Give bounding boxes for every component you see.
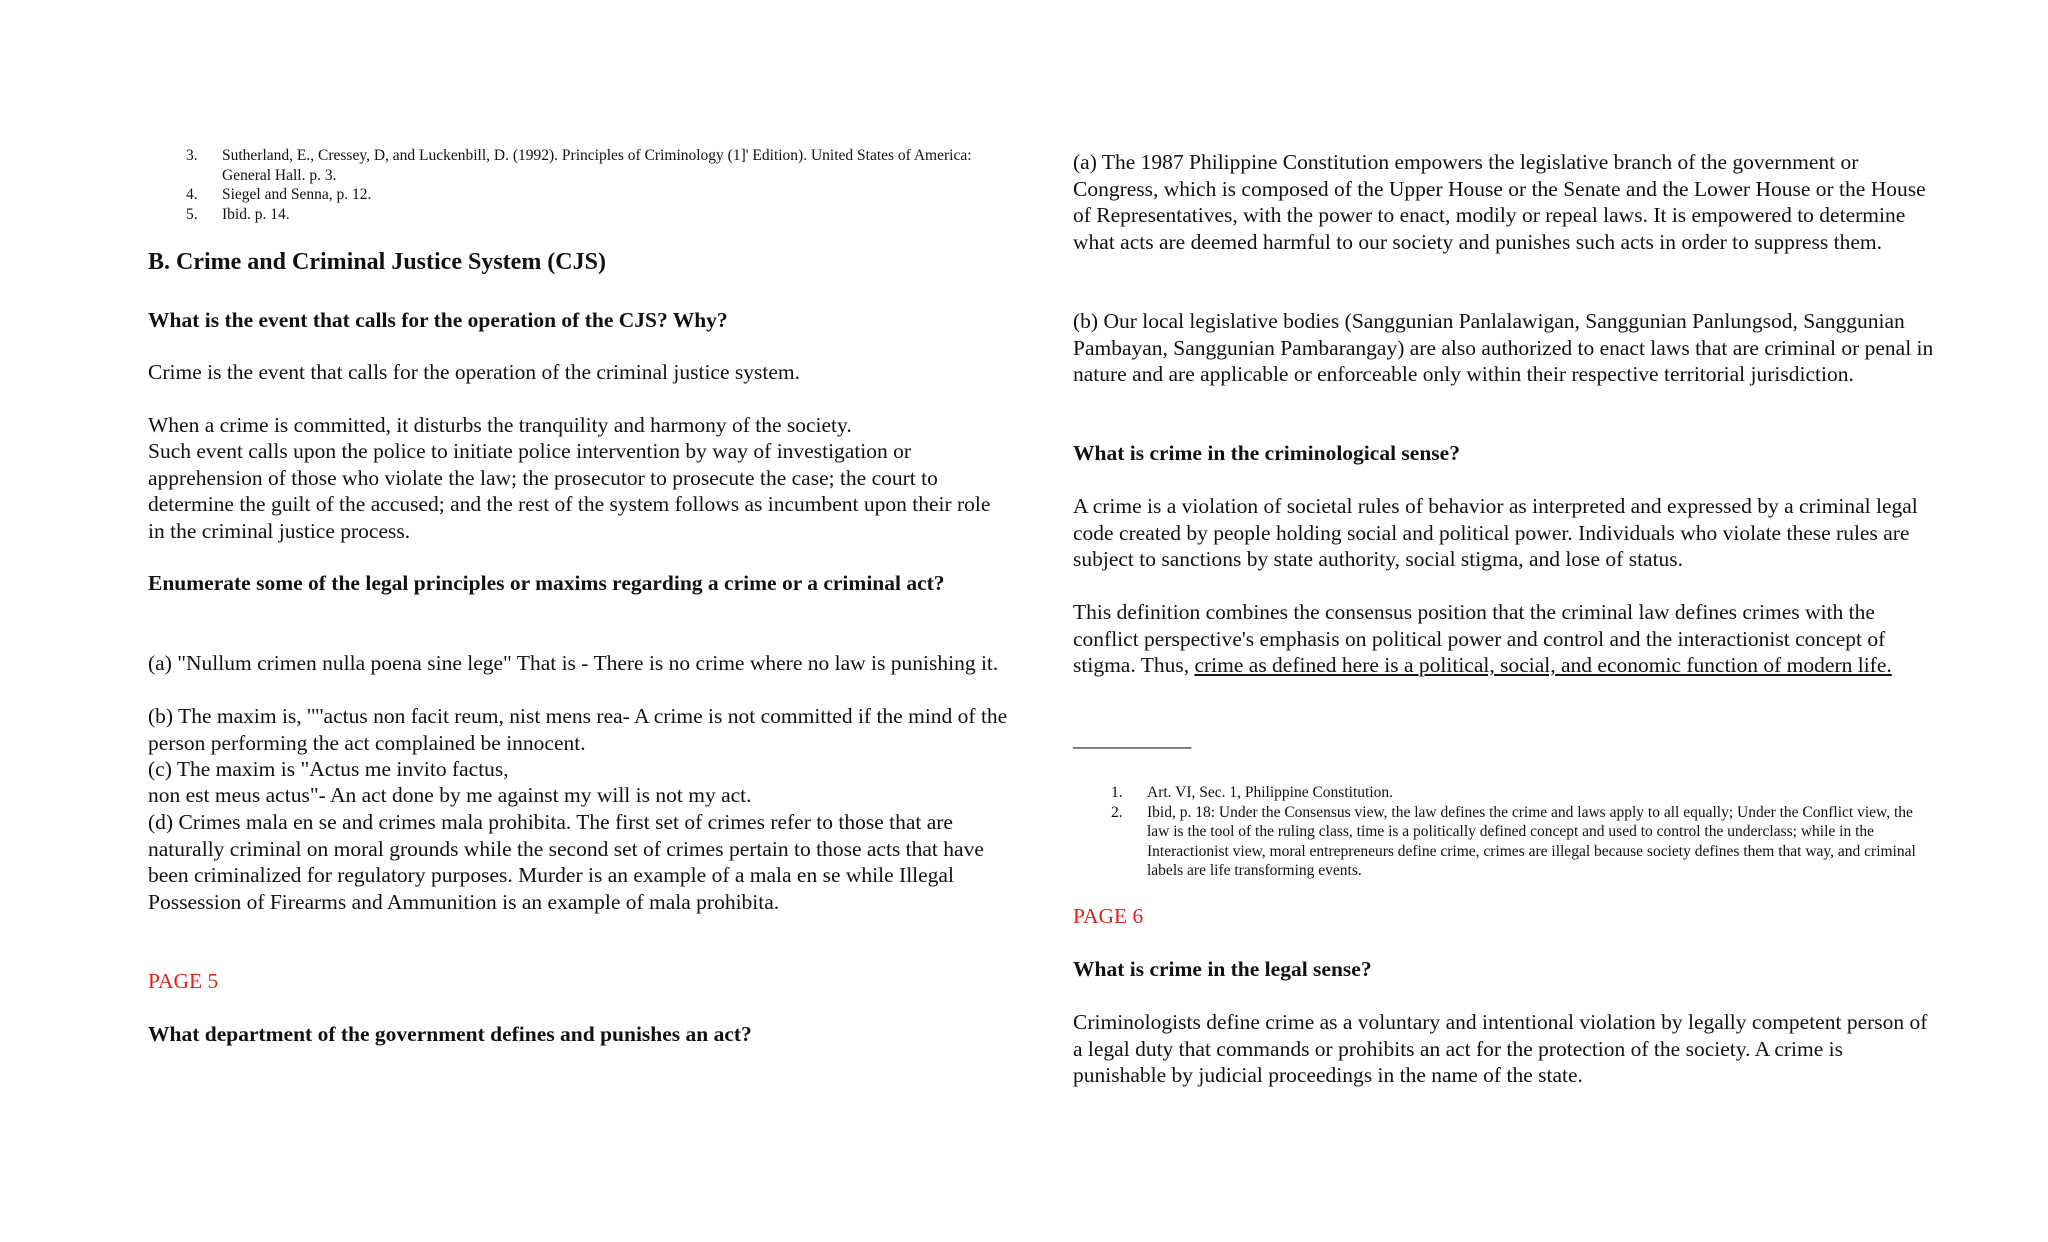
footnote-text: Siegel and Senna, p. 12.	[222, 186, 372, 203]
maxim-a: (a) "Nullum crimen nulla poena sine lege" That is - There is no crime where no law is punishing it.	[148, 651, 999, 675]
paragraph	[1073, 599, 1935, 679]
maxim-c-line1: (c) The maxim is "Actus me invito factus,	[148, 757, 509, 781]
footnote-list-right	[1073, 783, 1935, 881]
maxim-d: (d) Crimes mala en se and crimes mala prohibita. The first set of crimes refer to those that are naturally criminal on moral grounds while the second set of crimes pertain to those acts that have been criminalized for regulatory purposes. Murder is an example of a mala en se while Illegal Possession of Firearms and Ammunition is an example of mala prohibita.	[148, 810, 984, 914]
question-heading: What is crime in the legal sense?	[1073, 957, 1372, 981]
answer-a: (a) The 1987 Philippine Constitution empowers the legislative branch of the government or Congress, which is composed of the Upper House or the Senate and the Lower House or the House of Representatives, with the power to enact, modily or repeal laws. It is empowered to determine what acts are deemed harmful to our society and punishes such acts in order to suppress them.	[1073, 150, 1926, 254]
page-marker: PAGE 5	[148, 969, 219, 993]
question-heading: What is the event that calls for the operation of the CJS? Why?	[148, 308, 728, 332]
maxim-c-line2: non est meus actus"- An act done by me against my will is not my act.	[148, 783, 752, 807]
question-heading: What is crime in the criminological sense?	[1073, 441, 1460, 465]
paragraph: Crime is the event that calls for the operation of the criminal justice system.	[148, 360, 800, 384]
footnote-text: Art. VI, Sec. 1, Philippine Constitution.	[1147, 784, 1393, 801]
footnote-item: 2. Ibid, p. 18: Under the Consensus view, the law defines the crime and laws apply to all equally; Under the Conflict view, the law is the tool of the ruling class, time is a politically defined concept and used to control the underclass; while in the Interactionist view, moral entrepreneurs define crime, crimes are illegal because society defines them that way, and criminal labels are life transforming events.	[1111, 803, 1916, 879]
footnote-text: Sutherland, E., Cressey, D, and Luckenbill, D. (1992). Principles of Criminology (1]' Edition). United States of America: General Hall. p. 3.	[222, 147, 972, 184]
footnote-text: Ibid. p. 14.	[222, 205, 290, 223]
question-heading: Enumerate some of the legal principles or maxims regarding a crime or a criminal act?	[148, 571, 945, 595]
section-title: B. Crime and Criminal Justice System (CJS)	[148, 249, 606, 275]
paragraph: Criminologists define crime as a voluntary and intentional violation by legally competent person of a legal duty that commands or prohibits an act for the protection of the society. A crime is punishable by judicial proceedings in the name of the state.	[1073, 1010, 1928, 1088]
footnote-item: 5. Ibid. p. 14.	[186, 205, 290, 223]
paragraph-text: This definition combines the consensus position that the criminal law defines crimes with the conflict perspective's emphasis on political power and control and the interactionist concept of stigma. Thus,	[1073, 600, 1886, 678]
page-marker: PAGE 6	[1073, 904, 1144, 928]
footnote-item: 3. Sutherland, E., Cressey, D, and Luckenbill, D. (1992). Principles of Criminology (1]' Edition). United States of America: General Hall. p. 3.	[186, 147, 972, 184]
footnote-list-left	[148, 146, 1010, 224]
maxim-b: (b) The maxim is, '"'actus non facit reum, nist mens rea- A crime is not committed if the mind of the person performing the act complained be innocent.	[148, 704, 1008, 755]
footnote-text: Ibid, p. 18: Under the Consensus view, the law defines the crime and laws apply to all equally; Under the Conflict view, the law is the tool of the ruling class, time is a politically defined concept and used to control the underclass; while in the Interactionist view, moral entrepreneurs define crime, crimes are illegal because society defines them that way, and criminal labels are life transforming events.	[1147, 803, 1916, 879]
question-heading: What department of the government defines and punishes an act?	[148, 1022, 752, 1046]
paragraph: Such event calls upon the police to initiate police intervention by way of investigation or apprehension of those who violate the law; the prosecutor to prosecute the case; the court to determine the guilt of the accused; and the rest of the system follows as incumbent upon their role in the criminal justice process.	[148, 439, 991, 543]
underlined-text: crime as defined here is a political, social, and economic function of modern life.	[1194, 653, 1892, 678]
answer-b: (b) Our local legislative bodies (Sanggunian Panlalawigan, Sanggunian Panlungsod, Sanggunian Pambayan, Sanggunian Pambarangay) are also authorized to enact laws that are criminal or penal in nature and are applicable or enforceable only within their respective territorial jurisdiction.	[1073, 309, 1934, 387]
paragraph: When a crime is committed, it disturbs the tranquility and harmony of the society.	[148, 413, 852, 437]
paragraph: A crime is a violation of societal rules of behavior as interpreted and expressed by a criminal legal code created by people holding social and political power. Individuals who violate these rules are subject to sanctions by state authority, social stigma, and lose of status.	[1073, 494, 1918, 572]
footnote-rule: ___________	[1073, 727, 1192, 751]
footnote-item: 1. Art. VI, Sec. 1, Philippine Constitution.	[1111, 784, 1393, 801]
footnote-item: 4. Siegel and Senna, p. 12.	[186, 186, 372, 203]
